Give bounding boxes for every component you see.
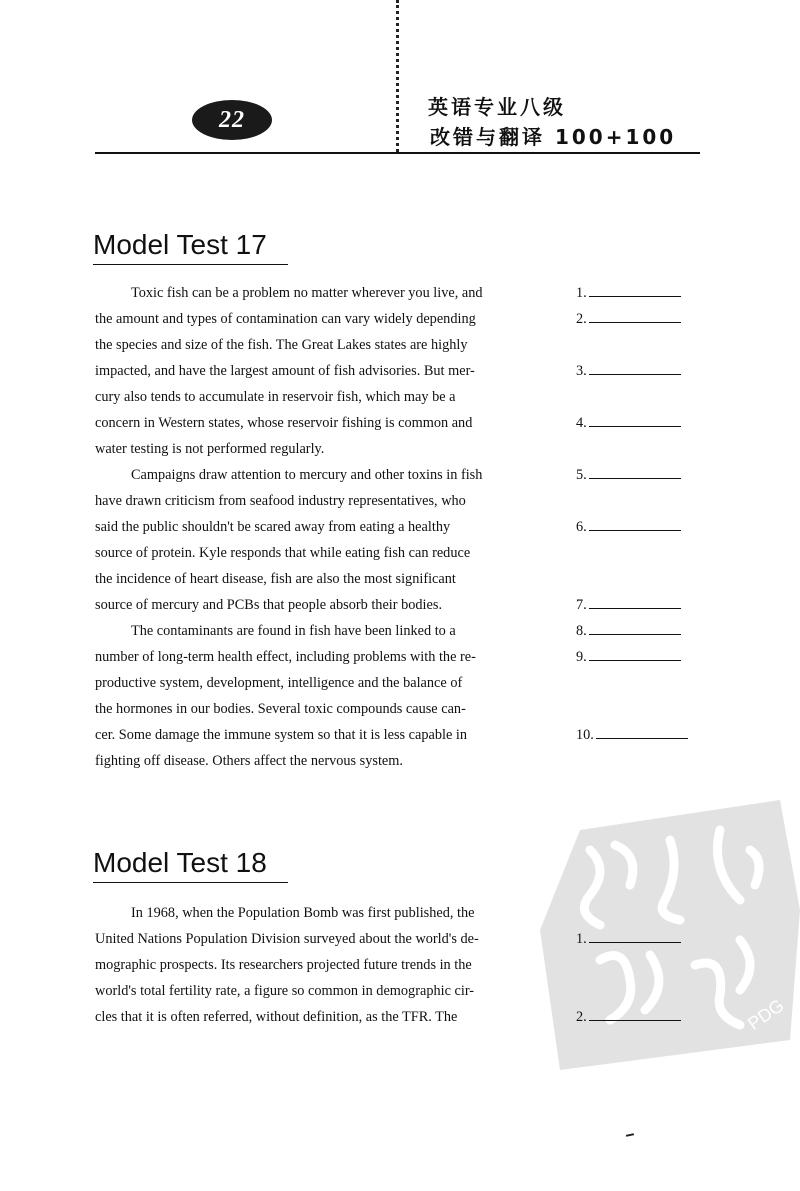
book-title-line1: 英语专业八级 (428, 95, 566, 119)
passage-line: cury also tends to accumulate in reservoir fish, which may be a (95, 389, 456, 405)
test-17-heading: Model Test 17 (93, 228, 288, 265)
passage-line: source of mercury and PCBs that people absorb their bodies. (95, 597, 443, 613)
binding-dotted-line (396, 0, 399, 152)
passage-line: cles that it is often referred, without definition, as the TFR. The (95, 1009, 458, 1025)
passage-line: productive system, development, intelligence and the balance of (95, 675, 463, 691)
scan-mark (626, 1133, 634, 1137)
answer-number: 7. (576, 597, 587, 613)
answer-slot-1[interactable] (576, 926, 681, 952)
answer-number: 3. (576, 363, 587, 379)
passage-line: Toxic fish can be a problem no matter wherever you live, and (131, 285, 483, 301)
book-title (428, 92, 676, 152)
answer-slot-10[interactable] (576, 722, 688, 748)
passage-line: cer. Some damage the immune system so that it is less capable in (95, 727, 468, 743)
answer-blank[interactable] (589, 282, 681, 297)
passage-line: the species and size of the fish. The Great Lakes states are highly (95, 337, 468, 353)
answer-slot-7[interactable] (576, 592, 681, 618)
passage-line: mographic prospects. Its researchers projected future trends in the (95, 957, 472, 973)
answer-blank[interactable] (589, 1006, 681, 1021)
test-18-heading: Model Test 18 (93, 846, 288, 883)
answer-blank[interactable] (589, 928, 681, 943)
book-title-line2: 改错与翻译 100+100 (430, 125, 677, 149)
answer-blank[interactable] (589, 594, 681, 609)
answer-blank[interactable] (589, 360, 681, 375)
answer-slot-8[interactable] (576, 618, 681, 644)
answer-blank[interactable] (589, 620, 681, 635)
answer-number: 9. (576, 649, 587, 665)
passage-line: impacted, and have the largest amount of fish advisories. But mer- (95, 363, 475, 379)
passage-line: world's total fertility rate, a figure so common in demographic cir- (95, 983, 475, 999)
answer-number: 2. (576, 1009, 587, 1025)
watermark-label: PDG (744, 995, 788, 1034)
page-number: 22 (219, 106, 245, 133)
passage-line: source of protein. Kyle responds that while eating fish can reduce (95, 545, 471, 561)
passage-line: the amount and types of contamination can vary widely depending (95, 311, 476, 327)
answer-blank[interactable] (589, 646, 681, 661)
passage-line: the incidence of heart disease, fish are also the most significant (95, 571, 456, 587)
answer-slot-5[interactable] (576, 462, 681, 488)
answer-slot-4[interactable] (576, 410, 681, 436)
answer-slot-6[interactable] (576, 514, 681, 540)
answer-number: 10. (576, 727, 594, 743)
passage-line: have drawn criticism from seafood industry representatives, who (95, 493, 466, 509)
passage-line: fighting off disease. Others affect the nervous system. (95, 753, 403, 769)
answer-number: 8. (576, 623, 587, 639)
test-18-passage (95, 900, 557, 1030)
answer-slot-9[interactable] (576, 644, 681, 670)
answer-blank[interactable] (589, 464, 681, 479)
passage-line: the hormones in our bodies. Several toxic compounds cause can- (95, 701, 466, 717)
test-17-passage (95, 280, 557, 774)
answer-number: 6. (576, 519, 587, 535)
answer-slot-1[interactable] (576, 280, 681, 306)
answer-blank[interactable] (589, 308, 681, 323)
passage-line: Campaigns draw attention to mercury and other toxins in fish (131, 467, 483, 483)
passage-line: In 1968, when the Population Bomb was first published, the (131, 905, 475, 921)
answer-blank[interactable] (589, 516, 681, 531)
passage-line: concern in Western states, whose reservoir fishing is common and (95, 415, 473, 431)
passage-line: water testing is not performed regularly. (95, 441, 325, 457)
answer-slot-2[interactable] (576, 306, 681, 332)
passage-line: said the public shouldn't be scared away from eating a healthy (95, 519, 451, 535)
answer-blank[interactable] (596, 724, 688, 739)
answer-blank[interactable] (589, 412, 681, 427)
answer-number: 2. (576, 311, 587, 327)
answer-number: 1. (576, 285, 587, 301)
answer-number: 4. (576, 415, 587, 431)
answer-number: 1. (576, 931, 587, 947)
answer-number: 5. (576, 467, 587, 483)
answer-slot-2[interactable] (576, 1004, 681, 1030)
answer-slot-3[interactable] (576, 358, 681, 384)
passage-line: United Nations Population Division surveyed about the world's de- (95, 931, 479, 947)
page-number-badge (192, 100, 272, 140)
passage-line: The contaminants are found in fish have been linked to a (131, 623, 456, 639)
passage-line: number of long-term health effect, including problems with the re- (95, 649, 476, 665)
header-rule (95, 152, 700, 154)
